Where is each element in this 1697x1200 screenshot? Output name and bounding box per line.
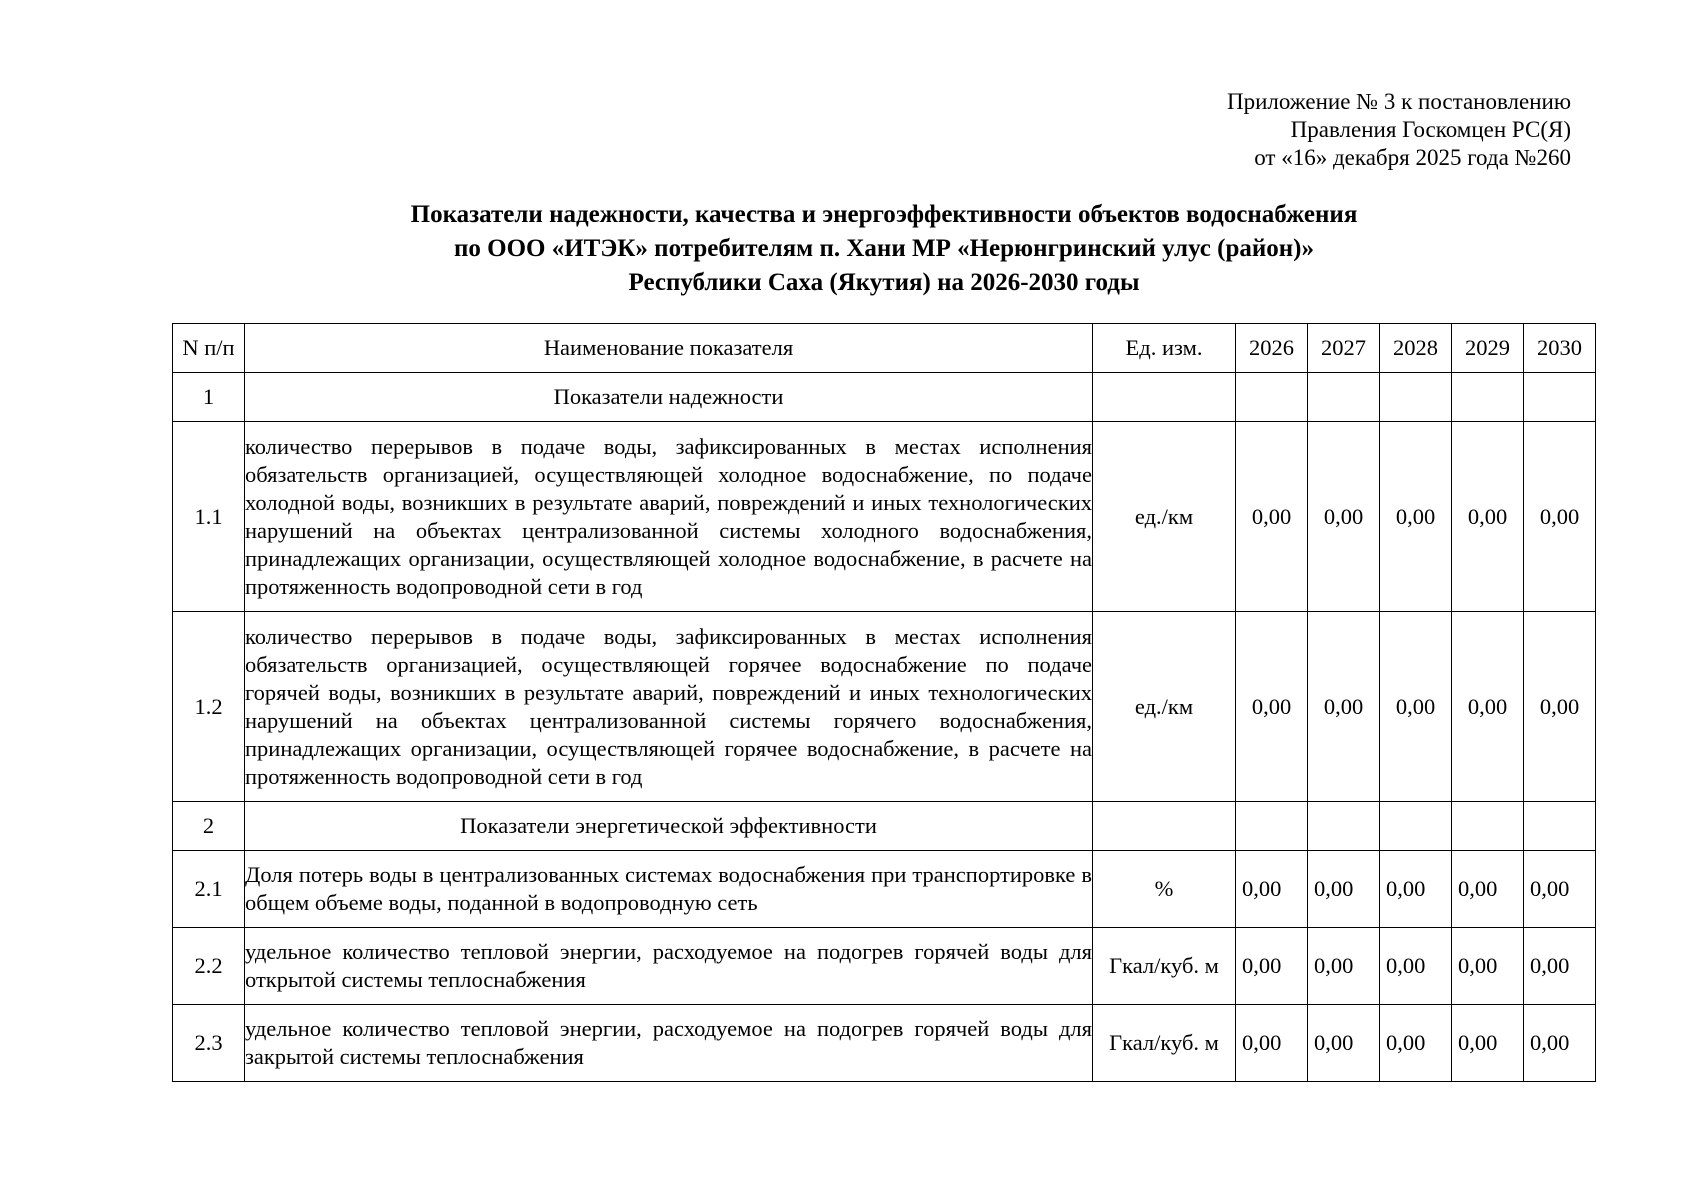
value-cell	[1308, 373, 1380, 422]
table-row	[173, 612, 1596, 802]
value-cell: 0,00	[1308, 1005, 1380, 1082]
value-cell: 0,00	[1308, 422, 1380, 612]
value-cell: 0,00	[1308, 612, 1380, 802]
value-cell: 0,00	[1524, 1005, 1596, 1082]
indicator-name: количество перерывов в подаче воды, зафиксированных в местах исполнения обязательств организацией, осуществляющей холодное водоснабжение, по подаче холодной воды, возникших в результате аварий, повреждений и иных технологических нарушений на объектах централизованной системы холодного водоснабжения, принадлежащих организации, осуществляющей холодное водоснабжение, в расчете на протяженность водопроводной сети в год	[245, 422, 1093, 612]
title-line: Республики Саха (Якутия) на 2026-2030 годы	[628, 269, 1140, 296]
row-unit: %	[1093, 851, 1236, 928]
value-cell	[1452, 802, 1524, 851]
column-header-year: 2027	[1308, 324, 1380, 373]
value-cell: 0,00	[1236, 422, 1308, 612]
value-cell: 0,00	[1452, 1005, 1524, 1082]
column-header-name: Наименование показателя	[245, 324, 1093, 373]
value-cell: 0,00	[1452, 928, 1524, 1005]
value-cell: 0,00	[1380, 1005, 1452, 1082]
row-number: 1.2	[173, 612, 245, 802]
column-header-year: 2029	[1452, 324, 1524, 373]
value-cell: 0,00	[1524, 422, 1596, 612]
row-unit: ед./км	[1093, 422, 1236, 612]
value-cell: 0,00	[1524, 928, 1596, 1005]
value-cell: 0,00	[1380, 851, 1452, 928]
row-number: 2	[173, 802, 245, 851]
appendix-line: Приложение № 3 к постановлению	[1226, 89, 1571, 114]
column-header-year: 2030	[1524, 324, 1596, 373]
table-row	[173, 851, 1596, 928]
title-line: Показатели надежности, качества и энергоэффективности объектов водоснабжения	[410, 201, 1358, 228]
value-cell: 0,00	[1236, 928, 1308, 1005]
document-title	[172, 198, 1596, 300]
value-cell	[1236, 802, 1308, 851]
row-number: 2.3	[173, 1005, 245, 1082]
value-cell: 0,00	[1524, 612, 1596, 802]
value-cell	[1236, 373, 1308, 422]
value-cell: 0,00	[1452, 422, 1524, 612]
value-cell: 0,00	[1452, 612, 1524, 802]
indicator-name: количество перерывов в подаче воды, зафиксированных в местах исполнения обязательств организацией, осуществляющей горячее водоснабжение по подаче горячей воды, возникших в результате аварий, повреждений и иных технологических нарушений на объектах централизованной системы горячего водоснабжения, принадлежащих организации, осуществляющей горячее водоснабжение, в расчете на протяженность водопроводной сети в год	[245, 612, 1093, 802]
appendix-line: Правления Госкомцен РС(Я)	[1290, 117, 1571, 142]
row-unit	[1093, 802, 1236, 851]
table-row	[173, 1005, 1596, 1082]
value-cell	[1308, 802, 1380, 851]
value-cell: 0,00	[1380, 422, 1452, 612]
row-number: 1.1	[173, 422, 245, 612]
row-number: 1	[173, 373, 245, 422]
table-row	[173, 422, 1596, 612]
column-header-year: 2026	[1236, 324, 1308, 373]
row-unit: ед./км	[1093, 612, 1236, 802]
row-number: 2.2	[173, 928, 245, 1005]
column-header-year: 2028	[1380, 324, 1452, 373]
value-cell	[1524, 802, 1596, 851]
value-cell: 0,00	[1380, 928, 1452, 1005]
value-cell: 0,00	[1308, 851, 1380, 928]
column-header-unit: Ед. изм.	[1093, 324, 1236, 373]
table-row	[173, 802, 1596, 851]
appendix-line: от «16» декабря 2025 года №260	[1254, 145, 1571, 170]
value-cell: 0,00	[1236, 612, 1308, 802]
title-line: по ООО «ИТЭК» потребителям п. Хани МР «Нерюнгринский улус (район)»	[453, 235, 1315, 262]
value-cell: 0,00	[1380, 612, 1452, 802]
table-row	[173, 928, 1596, 1005]
column-header-num: N п/п	[173, 324, 245, 373]
row-unit: Гкал/куб. м	[1093, 1005, 1236, 1082]
value-cell: 0,00	[1308, 928, 1380, 1005]
section-title: Показатели надежности	[245, 373, 1093, 422]
value-cell	[1380, 802, 1452, 851]
value-cell: 0,00	[1524, 851, 1596, 928]
value-cell	[1524, 373, 1596, 422]
value-cell: 0,00	[1452, 851, 1524, 928]
table-header-row	[173, 324, 1596, 373]
value-cell: 0,00	[1236, 1005, 1308, 1082]
table-row	[173, 373, 1596, 422]
value-cell: 0,00	[1236, 851, 1308, 928]
indicator-name: удельное количество тепловой энергии, расходуемое на подогрев горячей воды для открытой системы теплоснабжения	[245, 928, 1093, 1005]
section-title: Показатели энергетической эффективности	[245, 802, 1093, 851]
indicators-table	[172, 323, 1596, 1082]
indicator-name: удельное количество тепловой энергии, расходуемое на подогрев горячей воды для закрытой системы теплоснабжения	[245, 1005, 1093, 1082]
row-number: 2.1	[173, 851, 245, 928]
indicator-name: Доля потерь воды в централизованных системах водоснабжения при транспортировке в общем объеме воды, поданной в водопроводную сеть	[245, 851, 1093, 928]
row-unit	[1093, 373, 1236, 422]
row-unit: Гкал/куб. м	[1093, 928, 1236, 1005]
appendix-note	[1227, 88, 1571, 172]
value-cell	[1452, 373, 1524, 422]
value-cell	[1380, 373, 1452, 422]
